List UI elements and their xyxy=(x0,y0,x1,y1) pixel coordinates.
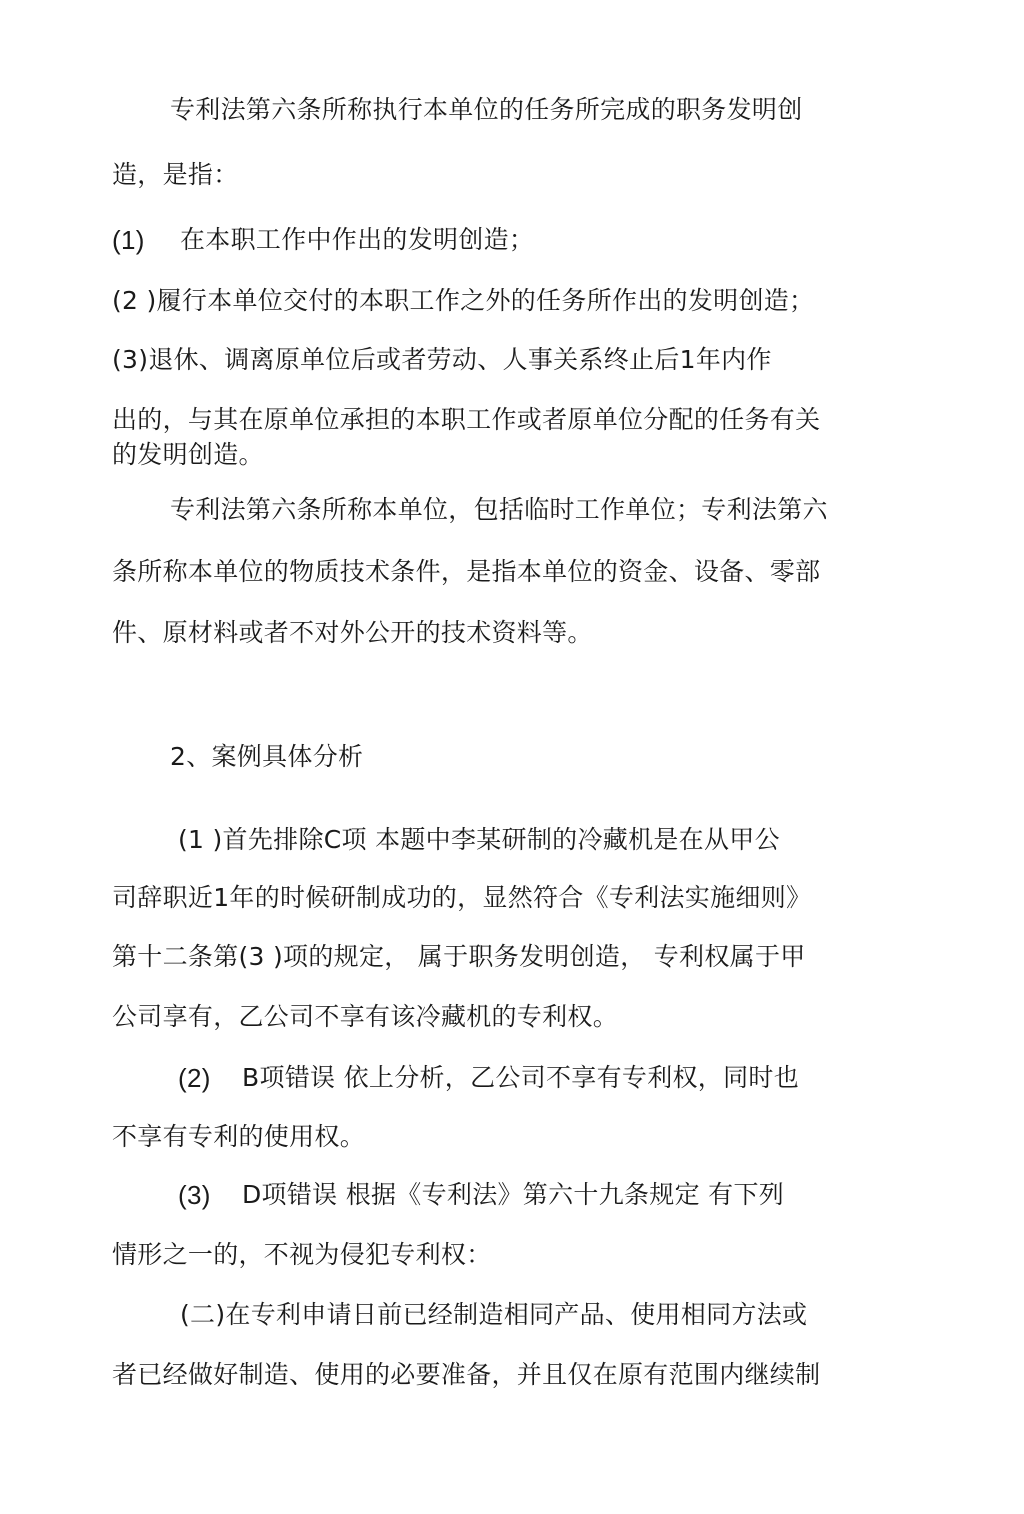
paragraph-line: 者已经做好制造、使用的必要准备，并且仅在原有范围内继续制 xyxy=(112,1360,821,1389)
paragraph-line: 造，是指： xyxy=(112,160,239,189)
paragraph-line: 条所称本单位的物质技术条件，是指本单位的资金、设备、零部 xyxy=(112,557,821,586)
paragraph-line: 不享有专利的使用权。 xyxy=(112,1122,366,1151)
list-marker: (2) xyxy=(178,1063,211,1093)
paragraph-line: 出的，与其在原单位承担的本职工作或者原单位分配的任务有关 xyxy=(112,405,821,434)
list-item-text: (2 )履行本单位交付的本职工作之外的任务所作出的发明创造； xyxy=(112,286,815,315)
list-item-text: 在本职工作中作出的发明创造； xyxy=(180,225,535,254)
paragraph-line: (二)在专利申请日前已经制造相同产品、使用相同方法或 xyxy=(180,1300,808,1329)
paragraph-line: 专利法第六条所称执行本单位的任务所完成的职务发明创 xyxy=(170,95,803,124)
paragraph-line: 司辞职近1年的时候研制成功的，显然符合《专利法实施细则》 xyxy=(112,883,812,912)
paragraph-line: 专利法第六条所称本单位，包括临时工作单位；专利法第六 xyxy=(170,495,828,524)
paragraph-line: (1 )首先排除C项 本题中李某研制的冷藏机是在从甲公 xyxy=(178,825,780,854)
paragraph-line: 的发明创造。 xyxy=(112,440,264,469)
list-marker: (3) xyxy=(178,1180,211,1210)
paragraph-line: 件、原材料或者不对外公开的技术资料等。 xyxy=(112,618,593,647)
paragraph-line: B项错误 依上分析，乙公司不享有专利权，同时也 xyxy=(242,1063,799,1092)
list-marker: (1) xyxy=(112,225,145,255)
paragraph-line: 第十二条第(3 )项的规定， 属于职务发明创造， 专利权属于甲 xyxy=(112,942,806,971)
paragraph-line: 公司享有，乙公司不享有该冷藏机的专利权。 xyxy=(112,1002,619,1031)
paragraph-line: D项错误 根据《专利法》第六十九条规定 有下列 xyxy=(242,1180,785,1209)
section-heading: 2、案例具体分析 xyxy=(170,742,364,771)
list-item-text: (3)退休、调离原单位后或者劳动、人事关系终止后1年内作 xyxy=(112,345,772,374)
paragraph-line: 情形之一的，不视为侵犯专利权： xyxy=(112,1240,492,1269)
